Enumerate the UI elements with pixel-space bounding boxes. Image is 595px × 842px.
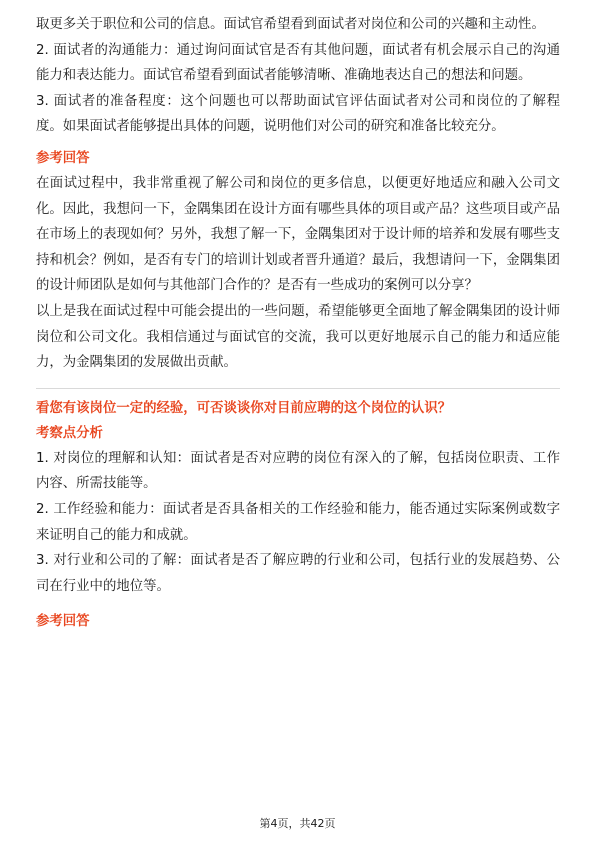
reference-answer-paragraph: 在面试过程中，我非常重视了解公司和岗位的更多信息，以便更好地适应和融入公司文化。因此，我想问一下，金隅集团在设计方面有哪些具体的项目或产品？这些项目或产品在市场上的表现如何？另外，我想了解一下，金隅集团对于设计师的培养和发展有哪些支持和机会？例如，是否有专门的培训计划或者晋升通道？最后，我想请问一下，金隅集团的设计师团队是如何与其他部门合作的？是否有一些成功的案例可以分享？ [36,175,560,294]
analysis-heading: 考察点分析 [36,425,103,441]
analysis-point: 2. 工作经验和能力：面试者是否具备相关的工作经验和能力，能否通过实际案例或数字来证明自己的能力和成就。 [36,501,560,543]
section-divider [36,388,560,389]
interview-question: 看您有该岗位一定的经验，可否谈谈你对目前应聘的这个岗位的认识？ [36,400,452,416]
reference-answer-heading: 参考回答 [36,150,90,166]
document-page [36,12,560,634]
reference-answer-paragraph: 以上是我在面试过程中可能会提出的一些问题，希望能够更全面地了解金隅集团的设计师岗位和公司文化。我相信通过与面试官的交流，我可以更好地展示自己的能力和适应能力，为金隅集团的发展做出贡献。 [36,303,560,371]
point-preparation: 3. 面试者的准备程度：这个问题也可以帮助面试官评估面试者对公司和岗位的了解程度。如果面试者能够提出具体的问题，说明他们对公司的研究和准备比较充分。 [36,93,560,135]
page-number: 第4页，共42页 [259,817,336,830]
point-communication: 2. 面试者的沟通能力：通过询问面试官是否有其他问题，面试者有机会展示自己的沟通能力和表达能力。面试官希望看到面试者能够清晰、准确地表达自己的想法和问题。 [36,42,560,84]
reference-answer-heading: 参考回答 [36,614,90,630]
analysis-point: 1. 对岗位的理解和认知：面试者是否对应聘的岗位有深入的了解，包括岗位职责、工作内容、所需技能等。 [36,450,560,492]
analysis-point: 3. 对行业和公司的了解：面试者是否了解应聘的行业和公司，包括行业的发展趋势、公司在行业中的地位等。 [36,553,560,594]
paragraph-continued: 取更多关于职位和公司的信息。面试官希望看到面试者对岗位和公司的兴趣和主动性。 [36,17,545,32]
